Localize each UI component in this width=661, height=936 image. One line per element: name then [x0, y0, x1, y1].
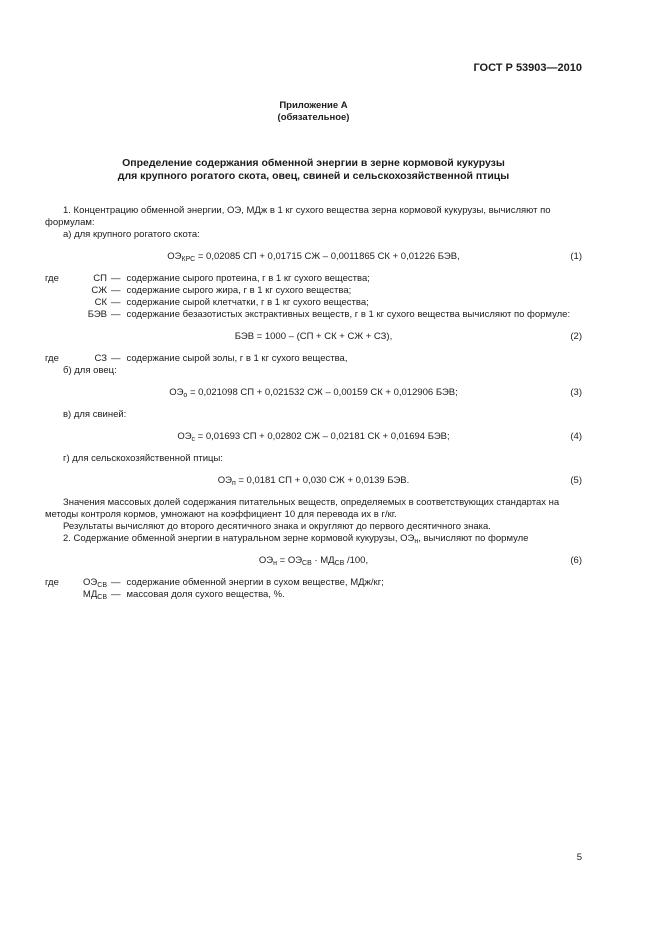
definition-row — [45, 297, 582, 309]
definition-prefix — [45, 589, 65, 601]
formula-1 — [45, 251, 582, 263]
definition-prefix — [45, 309, 65, 321]
definition-text: содержание сырого жира, г в 1 кг сухого вещества; — [126, 285, 352, 296]
formula-4 — [45, 431, 582, 443]
definition-row — [45, 285, 582, 297]
paragraph-4: 2. Содержание обменной энергии в натуральном зерне кормовой кукурузы, $ОЭ_н$, вычисляют по формуле — [63, 533, 529, 545]
definition-text: содержание обменной энергии в сухом веществе, МДж/кг; — [126, 577, 384, 588]
formula-2-number: (2) — [570, 331, 582, 342]
definition-dash: — — [111, 353, 121, 364]
definition-dash: — — [111, 273, 121, 284]
list-item-g: г) для сельскохозяйственной птицы: — [63, 453, 223, 464]
definition-list-3 — [45, 577, 582, 601]
definition-list-1 — [45, 273, 582, 321]
formula-4-expression: $ОЭ_с = 0,01693$ СП + 0,02802 СЖ – 0,02181 СК + 0,01694 БЭВ; — [177, 431, 450, 443]
document-title — [45, 157, 582, 183]
definition-prefix: где — [45, 577, 59, 588]
definition-term: СП — [93, 273, 107, 284]
list-item-v: в) для свиней: — [63, 409, 127, 420]
paragraph-3: Результаты вычисляют до второго десятичного знака и округляют до первого десятичного знака. — [63, 521, 491, 532]
annex-type: (обязательное) — [277, 112, 350, 123]
definition-prefix: где — [45, 273, 59, 284]
formula-3 — [45, 387, 582, 399]
formula-3-expression: $ОЭ_о = 0,021098$ СП + 0,021532 СЖ – 0,00159 СК + 0,012906 БЭВ; — [169, 387, 458, 399]
definition-text: содержание безазотистых экстрактивных веществ, г в 1 кг сухого вещества вычисляют по формуле: — [126, 309, 571, 320]
list-item-a: а) для крупного рогатого скота: — [63, 229, 200, 240]
definition-row — [45, 273, 582, 285]
definition-dash: — — [111, 297, 121, 308]
definition-term: СЖ — [91, 285, 107, 296]
definition-prefix — [45, 297, 65, 309]
definition-row — [45, 589, 582, 601]
definition-row — [45, 309, 582, 321]
definition-term: СЗ — [94, 353, 107, 364]
formula-2 — [45, 331, 582, 343]
definition-text: содержание сырой золы, г в 1 кг сухого вещества, — [126, 353, 348, 364]
list-item-b: б) для овец: — [63, 365, 117, 376]
definition-dash: — — [111, 309, 121, 320]
annex-block — [45, 100, 582, 124]
formula-6-expression: $ОЭ_н = ОЭ_{СВ} \cdot МД_{СВ}$ /100, — [258, 555, 369, 567]
standard-code: ГОСТ Р 53903—2010 — [473, 62, 582, 74]
formula-3-number: (3) — [570, 387, 582, 398]
page-number: 5 — [576, 852, 582, 863]
formula-4-number: (4) — [570, 431, 582, 442]
definition-list-2 — [45, 353, 582, 365]
formula-1-number: (1) — [570, 251, 582, 262]
formula-5-number: (5) — [570, 475, 582, 486]
formula-5 — [45, 475, 582, 487]
formula-5-expression: $ОЭ_п = 0,0181$ СП + 0,030 СЖ + 0,0139 БЭВ. — [217, 475, 410, 487]
definition-term: СК — [94, 297, 107, 308]
definition-dash: — — [111, 285, 121, 296]
definition-term: $МД_{СВ}$ — [82, 589, 107, 601]
definition-dash: — — [111, 589, 121, 600]
definition-row — [45, 353, 582, 365]
paragraph-1: 1. Концентрацию обменной энергии, ОЭ, МДж в 1 кг сухого вещества зерна кормовой кукурузы, вычисляют по формулам: — [45, 205, 551, 228]
definition-prefix — [45, 285, 65, 297]
paragraph-2: Значения массовых долей содержания питательных веществ, определяемых в соответствующих стандартах на методы контроля кормов, умножают на коэффициент 10 для перевода их в г/кг. — [45, 497, 560, 520]
formula-1-expression: $ОЭ_{КРС} = 0,02085$ СП + 0,01715 СЖ – 0,0011865 СК + 0,01226 БЭВ, — [167, 251, 460, 263]
definition-text: содержание сырой клетчатки, г в 1 кг сухого вещества; — [126, 297, 369, 308]
document-title-line2: для крупного рогатого скота, овец, свиней и сельскохозяйственной птицы — [117, 170, 510, 182]
document-title-line1: Определение содержания обменной энергии в зерне кормовой кукурузы — [122, 157, 505, 169]
definition-term: $ОЭ_{СВ}$ — [83, 577, 107, 589]
formula-6-number: (6) — [570, 555, 582, 566]
definition-prefix: где — [45, 353, 59, 364]
definition-text: массовая доля сухого вещества, %. — [126, 589, 285, 600]
annex-label: Приложение А — [279, 100, 348, 111]
definition-dash: — — [111, 577, 121, 588]
formula-6 — [45, 555, 582, 567]
definition-text: содержание сырого протеина, г в 1 кг сухого вещества; — [126, 273, 370, 284]
definition-term: БЭВ — [87, 309, 107, 320]
formula-2-expression: БЭВ = 1000 – (СП + СК + СЖ + СЗ), — [234, 331, 393, 342]
definition-row — [45, 577, 582, 589]
